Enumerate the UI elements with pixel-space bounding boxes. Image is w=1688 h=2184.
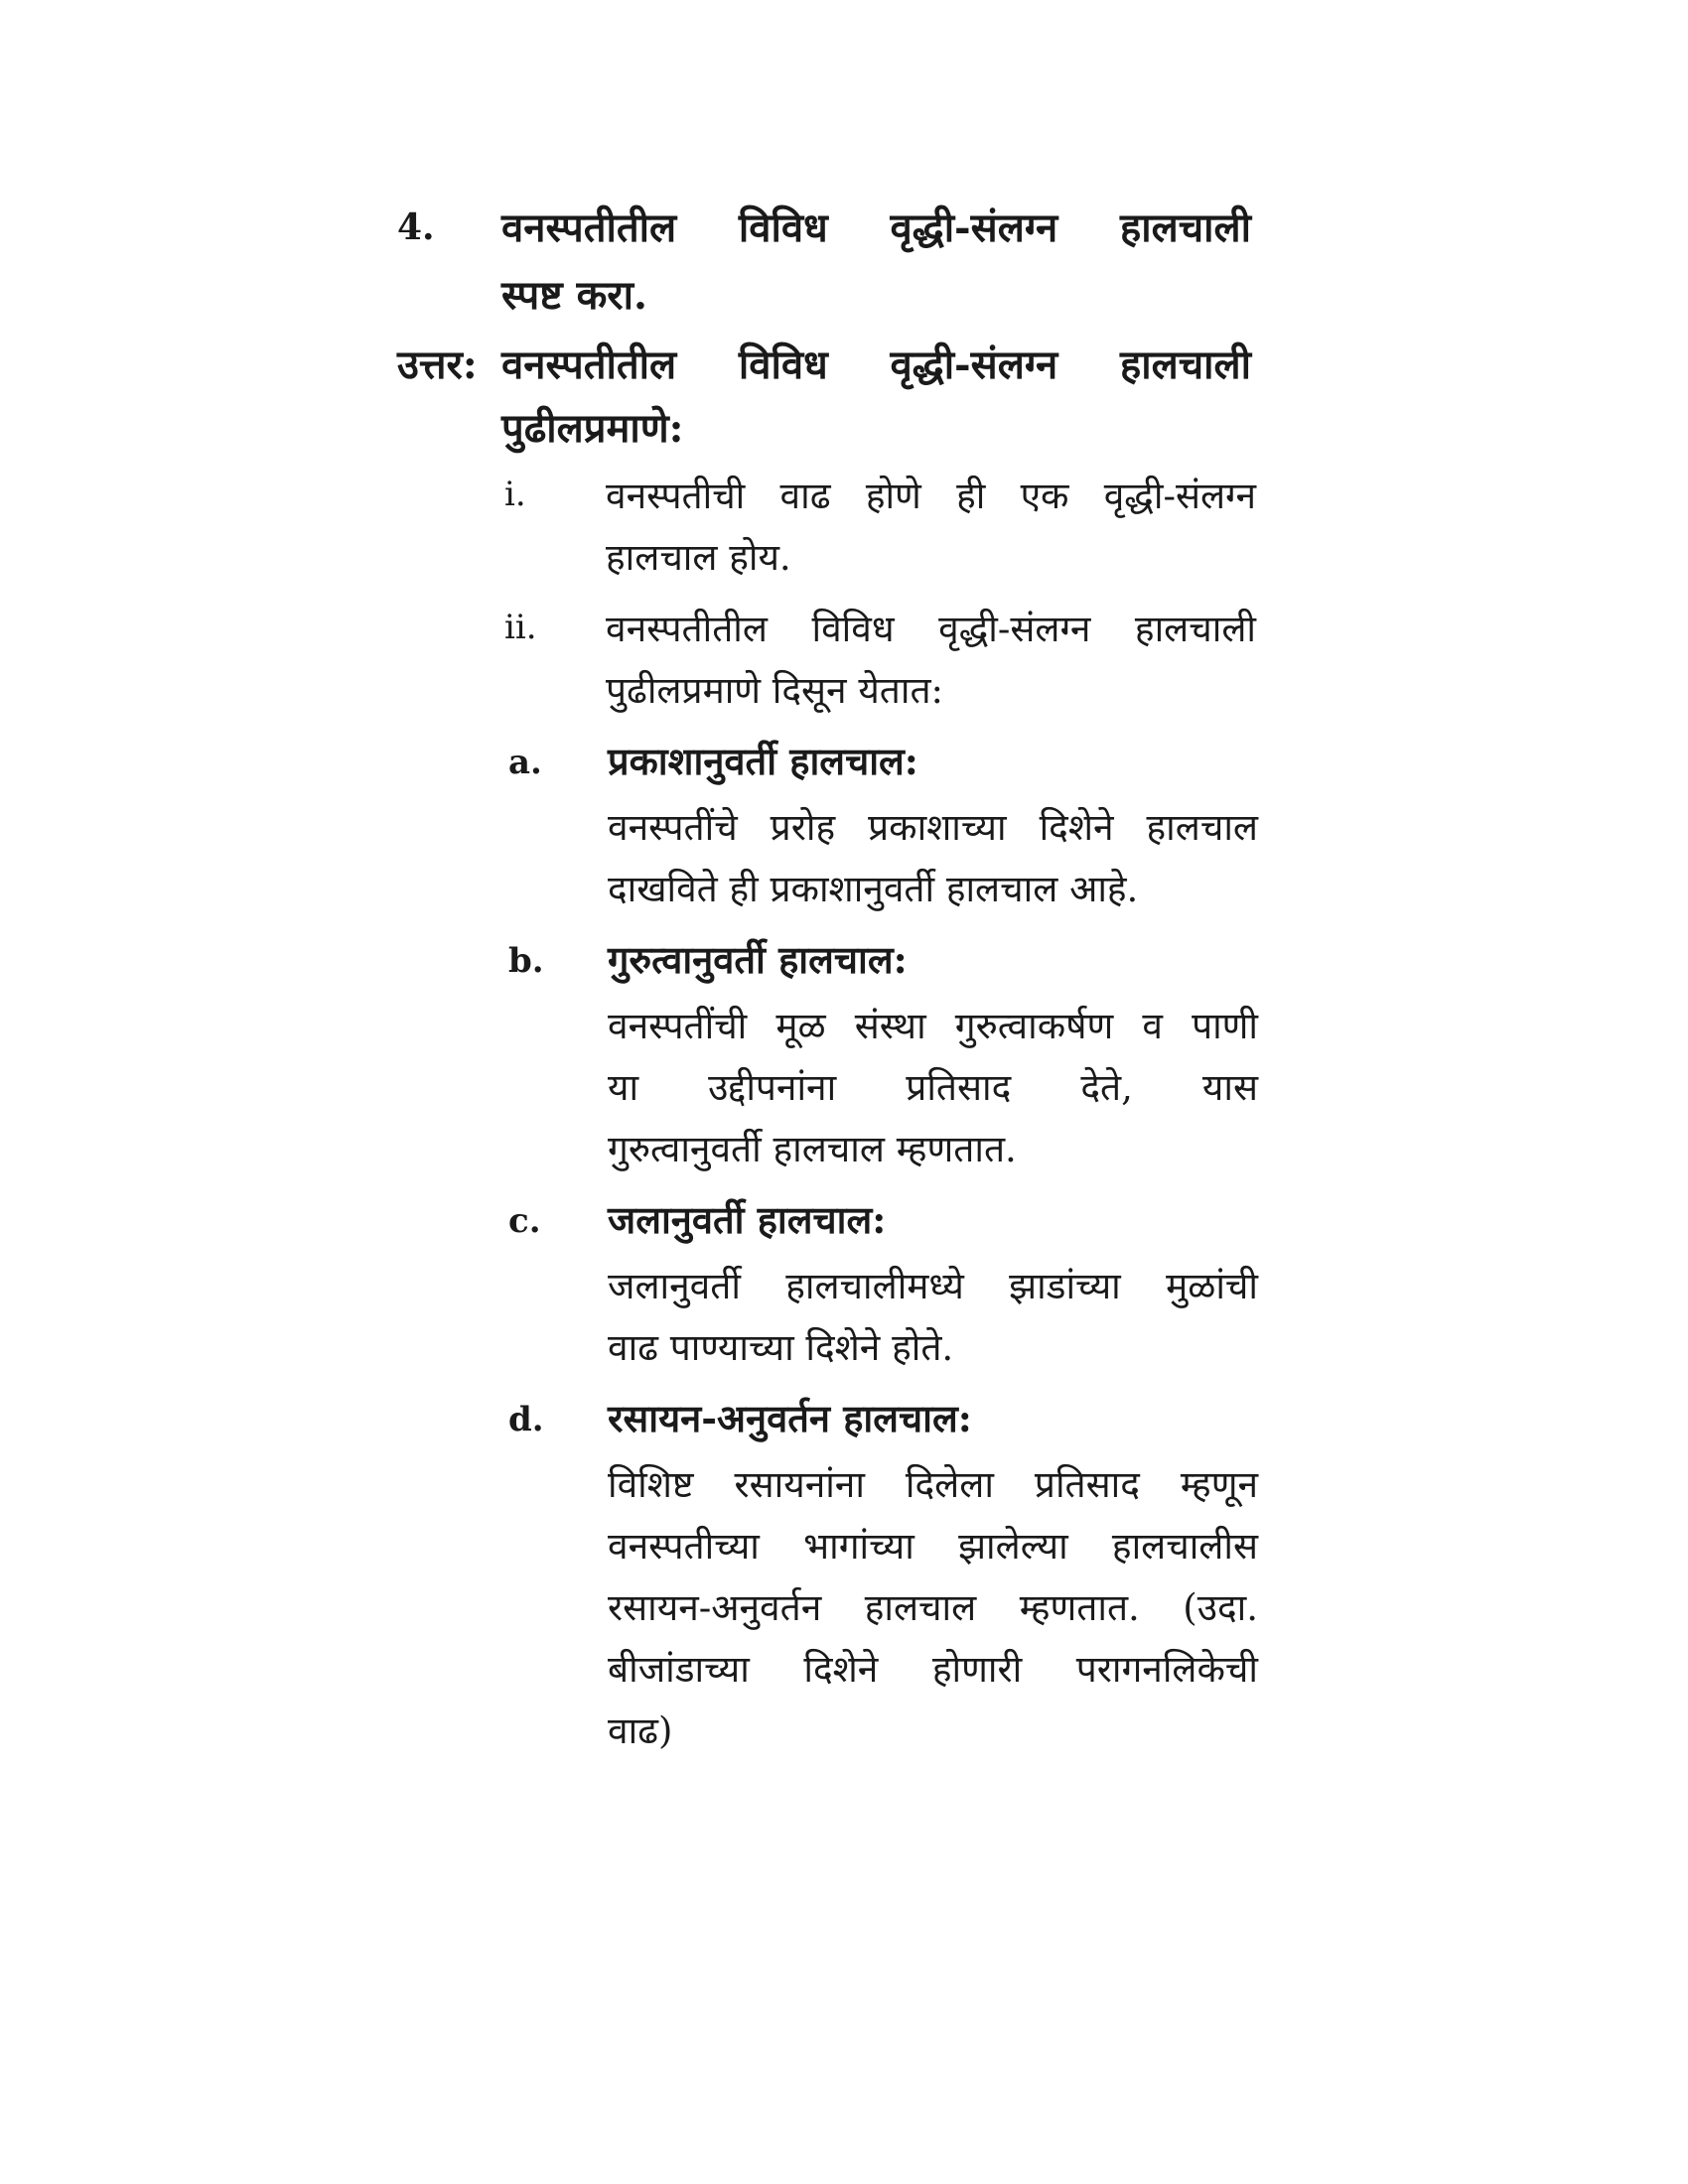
type-body-line: रसायन-अनुवर्तन हालचाल म्हणतात. (उदा. [608,1586,1258,1629]
type-body-line: वनस्पतींचे प्ररोह प्रकाशाच्या दिशेने हालचाल [608,806,1258,849]
type-body-line: जलानुवर्ती हालचालीमध्ये झाडांच्या मुळांची [608,1265,1258,1307]
question-number: 4. [397,206,435,248]
type-heading: गुरुत्वानुवर्ती हालचाल: [608,937,908,982]
type-body-line: विशिष्ट रसायनांना दिलेला प्रतिसाद म्हणून [608,1463,1258,1506]
type-body-line: या उद्दीपनांना प्रतिसाद देते, यास [608,1066,1258,1109]
type-marker: a. [508,743,542,782]
point-text-line-1: वनस्पतीतील विविध वृद्धी-संलग्न हालचाली [606,608,1256,650]
type-marker: b. [508,941,544,981]
point-text-line-1: वनस्पतीची वाढ होणे ही एक वृद्धी-संलग्न [606,475,1256,517]
answer-label: उत्तर: [397,341,478,388]
type-body-line: वाढ पाण्याच्या दिशेने होते. [608,1326,954,1369]
type-body-line: वनस्पतीच्या भागांच्या झालेल्या हालचालीस [608,1525,1258,1568]
answer-text-line-1: वनस्पतीतील विविध वृद्धी-संलग्न हालचाली [501,341,1251,388]
point-text-line-2: पुढीलप्रमाणे दिसून येतात: [606,669,944,712]
question-text-line-2: स्पष्ट करा. [501,272,647,319]
type-body-line: बीजांडाच्या दिशेने होणारी परागनलिकेची [608,1648,1258,1691]
answer-text-line-2: पुढीलप्रमाणे: [501,405,684,452]
type-heading: रसायन-अनुवर्तन हालचाल: [608,1396,972,1440]
type-body-line: वनस्पतींची मूळ संस्था गुरुत्वाकर्षण व पाणी [608,1005,1258,1047]
type-body-line: गुरुत्वानुवर्ती हालचाल म्हणतात. [608,1128,1017,1170]
point-marker: ii. [504,608,537,647]
type-body-line: वाढ) [608,1709,673,1752]
question-text-line-1: वनस्पतीतील विविध वृद्धी-संलग्न हालचाली [501,205,1251,251]
type-heading: जलानुवर्ती हालचाल: [608,1197,887,1242]
point-text-line-2: हालचाल होय. [606,536,791,579]
type-marker: c. [508,1201,541,1241]
point-marker: i. [504,475,526,514]
type-marker: d. [508,1400,544,1439]
type-body-line: दाखविते ही प्रकाशानुवर्ती हालचाल आहे. [608,868,1139,910]
type-heading: प्रकाशानुवर्ती हालचाल: [608,739,918,783]
